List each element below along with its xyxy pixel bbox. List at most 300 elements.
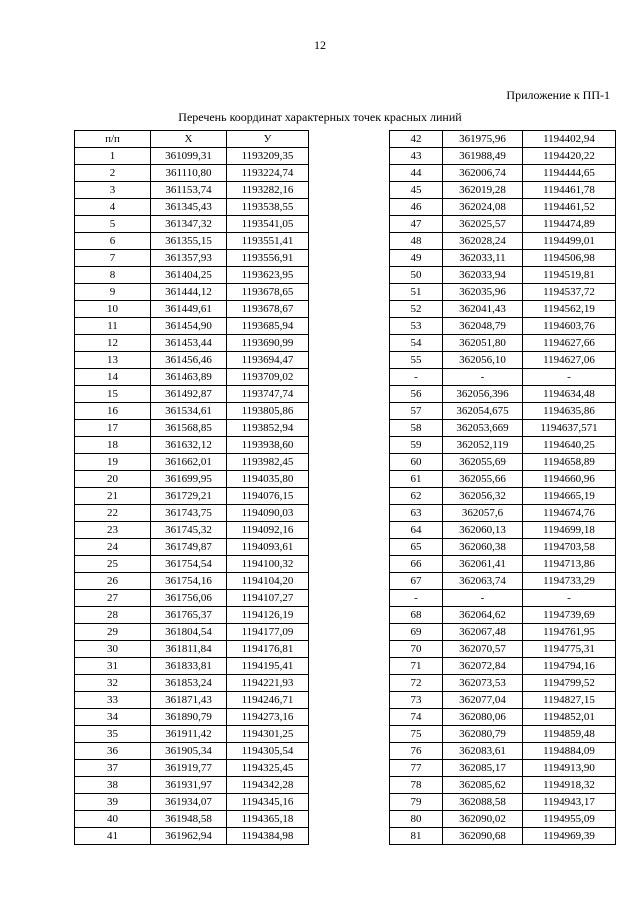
point-number-cell: 32 <box>75 675 151 692</box>
table-row <box>390 148 616 165</box>
x-coordinate-cell: 362072,84 <box>443 658 523 675</box>
x-coordinate-cell: 361948,58 <box>151 811 227 828</box>
point-number-cell: 66 <box>390 556 443 573</box>
table-row <box>390 743 616 760</box>
y-coordinate-cell: 1193678,65 <box>227 284 309 301</box>
table-row <box>75 437 309 454</box>
y-coordinate-cell: 1194794,16 <box>523 658 616 675</box>
table-row <box>390 318 616 335</box>
x-coordinate-cell: 361975,96 <box>443 131 523 148</box>
point-number-cell: 7 <box>75 250 151 267</box>
y-coordinate-cell: 1194665,19 <box>523 488 616 505</box>
x-coordinate-cell: 362085,62 <box>443 777 523 794</box>
x-coordinate-cell: 362083,61 <box>443 743 523 760</box>
point-number-cell: 51 <box>390 284 443 301</box>
point-number-cell: 31 <box>75 658 151 675</box>
x-coordinate-cell: 362054,675 <box>443 403 523 420</box>
y-coordinate-cell: 1193282,16 <box>227 182 309 199</box>
point-number-cell: 11 <box>75 318 151 335</box>
point-number-cell: 22 <box>75 505 151 522</box>
table-row <box>75 573 309 590</box>
table-row <box>390 182 616 199</box>
table-row <box>390 454 616 471</box>
x-coordinate-cell: 361853,24 <box>151 675 227 692</box>
table-row <box>390 301 616 318</box>
table-row <box>390 590 616 607</box>
point-number-cell: 36 <box>75 743 151 760</box>
point-number-cell: 13 <box>75 352 151 369</box>
x-coordinate-cell: 361699,95 <box>151 471 227 488</box>
point-number-cell: 4 <box>75 199 151 216</box>
table-row <box>390 267 616 284</box>
y-coordinate-cell: 1194739,69 <box>523 607 616 624</box>
x-coordinate-cell: 361463,89 <box>151 369 227 386</box>
x-coordinate-cell: 361754,54 <box>151 556 227 573</box>
point-number-cell: 37 <box>75 760 151 777</box>
y-coordinate-cell: 1194444,65 <box>523 165 616 182</box>
y-coordinate-cell: 1193709,02 <box>227 369 309 386</box>
y-coordinate-cell: 1194640,25 <box>523 437 616 454</box>
table-header-row <box>75 131 309 148</box>
table-row <box>75 675 309 692</box>
table-row <box>390 794 616 811</box>
point-number-cell: 52 <box>390 301 443 318</box>
x-coordinate-cell: 361919,77 <box>151 760 227 777</box>
table-row <box>75 539 309 556</box>
table-row <box>390 828 616 845</box>
x-coordinate-cell: - <box>443 590 523 607</box>
y-coordinate-cell: 1194637,571 <box>523 420 616 437</box>
table-row <box>390 250 616 267</box>
point-number-cell: 16 <box>75 403 151 420</box>
table-row <box>75 454 309 471</box>
x-coordinate-cell: 362080,79 <box>443 726 523 743</box>
x-coordinate-cell: 361890,79 <box>151 709 227 726</box>
x-coordinate-cell: 361110,80 <box>151 165 227 182</box>
table-row <box>390 760 616 777</box>
x-coordinate-cell: 361404,25 <box>151 267 227 284</box>
point-number-cell: 55 <box>390 352 443 369</box>
table-row <box>75 522 309 539</box>
point-number-cell: 72 <box>390 675 443 692</box>
y-coordinate-cell: 1193805,86 <box>227 403 309 420</box>
point-number-cell: 68 <box>390 607 443 624</box>
table-row <box>390 335 616 352</box>
table-row <box>390 539 616 556</box>
y-coordinate-cell: 1194107,27 <box>227 590 309 607</box>
point-number-cell: 71 <box>390 658 443 675</box>
y-coordinate-cell: 1194076,15 <box>227 488 309 505</box>
y-coordinate-cell: 1194658,89 <box>523 454 616 471</box>
x-coordinate-cell: 362088,58 <box>443 794 523 811</box>
x-coordinate-cell: 362035,96 <box>443 284 523 301</box>
y-coordinate-cell: 1194342,28 <box>227 777 309 794</box>
y-coordinate-cell: 1193694,47 <box>227 352 309 369</box>
x-coordinate-cell: 361449,61 <box>151 301 227 318</box>
x-coordinate-cell: 362056,32 <box>443 488 523 505</box>
point-number-cell: 80 <box>390 811 443 828</box>
point-number-cell: 39 <box>75 794 151 811</box>
table-row <box>390 216 616 233</box>
x-coordinate-cell: 361749,87 <box>151 539 227 556</box>
table-row <box>390 624 616 641</box>
x-coordinate-cell: 361765,37 <box>151 607 227 624</box>
y-coordinate-cell: 1194090,03 <box>227 505 309 522</box>
table-row <box>75 284 309 301</box>
y-coordinate-cell: 1194325,45 <box>227 760 309 777</box>
point-number-cell: 75 <box>390 726 443 743</box>
y-coordinate-cell: 1193224,74 <box>227 165 309 182</box>
y-coordinate-cell: 1194699,18 <box>523 522 616 539</box>
header-index: п/п <box>75 131 151 148</box>
table-row <box>75 624 309 641</box>
table-row <box>390 199 616 216</box>
table-row <box>75 471 309 488</box>
point-number-cell: 63 <box>390 505 443 522</box>
x-coordinate-cell: 361804,54 <box>151 624 227 641</box>
point-number-cell: 77 <box>390 760 443 777</box>
y-coordinate-cell: 1194537,72 <box>523 284 616 301</box>
table-row <box>390 165 616 182</box>
y-coordinate-cell: 1194126,19 <box>227 607 309 624</box>
table-body-left <box>75 148 309 845</box>
point-number-cell: 61 <box>390 471 443 488</box>
table-row <box>390 607 616 624</box>
table-row <box>390 675 616 692</box>
table-row <box>75 709 309 726</box>
point-number-cell: 19 <box>75 454 151 471</box>
x-coordinate-cell: 362080,06 <box>443 709 523 726</box>
point-number-cell: 58 <box>390 420 443 437</box>
y-coordinate-cell: 1194474,89 <box>523 216 616 233</box>
table-row <box>75 556 309 573</box>
y-coordinate-cell: 1194627,06 <box>523 352 616 369</box>
point-number-cell: 30 <box>75 641 151 658</box>
y-coordinate-cell: 1193623,95 <box>227 267 309 284</box>
table-row <box>390 505 616 522</box>
y-coordinate-cell: 1194195,41 <box>227 658 309 675</box>
y-coordinate-cell: 1194176,81 <box>227 641 309 658</box>
table-row <box>75 403 309 420</box>
coordinates-table-right <box>389 130 616 845</box>
point-number-cell: 65 <box>390 539 443 556</box>
table-row <box>75 811 309 828</box>
x-coordinate-cell: 361099,31 <box>151 148 227 165</box>
y-coordinate-cell: 1194852,01 <box>523 709 616 726</box>
y-coordinate-cell: 1194384,98 <box>227 828 309 845</box>
y-coordinate-cell: 1193938,60 <box>227 437 309 454</box>
y-coordinate-cell: 1194674,76 <box>523 505 616 522</box>
x-coordinate-cell: 361357,93 <box>151 250 227 267</box>
y-coordinate-cell: 1194301,25 <box>227 726 309 743</box>
y-coordinate-cell: 1193541,05 <box>227 216 309 233</box>
y-coordinate-cell: 1194733,29 <box>523 573 616 590</box>
table-row <box>75 590 309 607</box>
x-coordinate-cell: 361988,49 <box>443 148 523 165</box>
page-number: 12 <box>314 38 326 52</box>
y-coordinate-cell: 1193551,41 <box>227 233 309 250</box>
point-number-cell: 27 <box>75 590 151 607</box>
table-row <box>75 420 309 437</box>
x-coordinate-cell: 362085,17 <box>443 760 523 777</box>
x-coordinate-cell: 361756,06 <box>151 590 227 607</box>
point-number-cell: 23 <box>75 522 151 539</box>
y-coordinate-cell: 1194913,90 <box>523 760 616 777</box>
point-number-cell: 73 <box>390 692 443 709</box>
y-coordinate-cell: - <box>523 590 616 607</box>
point-number-cell: 26 <box>75 573 151 590</box>
point-number-cell: 5 <box>75 216 151 233</box>
table-row <box>390 369 616 386</box>
x-coordinate-cell: 361743,75 <box>151 505 227 522</box>
y-coordinate-cell: 1194799,52 <box>523 675 616 692</box>
table-row <box>75 250 309 267</box>
y-coordinate-cell: 1193678,67 <box>227 301 309 318</box>
point-number-cell: 53 <box>390 318 443 335</box>
point-number-cell: 42 <box>390 131 443 148</box>
point-number-cell: 20 <box>75 471 151 488</box>
point-number-cell: 9 <box>75 284 151 301</box>
point-number-cell: 49 <box>390 250 443 267</box>
x-coordinate-cell: 361934,07 <box>151 794 227 811</box>
y-coordinate-cell: 1194305,54 <box>227 743 309 760</box>
x-coordinate-cell: 361456,46 <box>151 352 227 369</box>
point-number-cell: 1 <box>75 148 151 165</box>
table-row <box>75 743 309 760</box>
x-coordinate-cell: 362067,48 <box>443 624 523 641</box>
x-coordinate-cell: 361754,16 <box>151 573 227 590</box>
y-coordinate-cell: 1194365,18 <box>227 811 309 828</box>
table-row <box>75 488 309 505</box>
y-coordinate-cell: 1194100,32 <box>227 556 309 573</box>
y-coordinate-cell: 1194713,86 <box>523 556 616 573</box>
point-number-cell: 56 <box>390 386 443 403</box>
point-number-cell: 54 <box>390 335 443 352</box>
x-coordinate-cell: 361811,84 <box>151 641 227 658</box>
point-number-cell: 76 <box>390 743 443 760</box>
table-row <box>75 794 309 811</box>
x-coordinate-cell: 362090,68 <box>443 828 523 845</box>
x-coordinate-cell: 362024,08 <box>443 199 523 216</box>
x-coordinate-cell: - <box>443 369 523 386</box>
x-coordinate-cell: 361355,15 <box>151 233 227 250</box>
table-row <box>75 692 309 709</box>
table-row <box>390 420 616 437</box>
x-coordinate-cell: 362019,28 <box>443 182 523 199</box>
x-coordinate-cell: 362063,74 <box>443 573 523 590</box>
y-coordinate-cell: 1194943,17 <box>523 794 616 811</box>
table-row <box>75 760 309 777</box>
y-coordinate-cell: 1194035,80 <box>227 471 309 488</box>
y-coordinate-cell: 1194273,16 <box>227 709 309 726</box>
point-number-cell: 8 <box>75 267 151 284</box>
point-number-cell: 74 <box>390 709 443 726</box>
y-coordinate-cell: 1194345,16 <box>227 794 309 811</box>
y-coordinate-cell: - <box>523 369 616 386</box>
y-coordinate-cell: 1193852,94 <box>227 420 309 437</box>
table-row <box>75 726 309 743</box>
point-number-cell: 81 <box>390 828 443 845</box>
table-row <box>75 386 309 403</box>
table-row <box>390 658 616 675</box>
point-number-cell: 41 <box>75 828 151 845</box>
point-number-cell: 70 <box>390 641 443 658</box>
y-coordinate-cell: 1193556,91 <box>227 250 309 267</box>
table-row <box>75 318 309 335</box>
x-coordinate-cell: 362056,396 <box>443 386 523 403</box>
table-row <box>75 233 309 250</box>
y-coordinate-cell: 1193982,45 <box>227 454 309 471</box>
y-coordinate-cell: 1193209,35 <box>227 148 309 165</box>
table-row <box>390 131 616 148</box>
point-number-cell: 14 <box>75 369 151 386</box>
x-coordinate-cell: 361153,74 <box>151 182 227 199</box>
y-coordinate-cell: 1194761,95 <box>523 624 616 641</box>
x-coordinate-cell: 362070,57 <box>443 641 523 658</box>
y-coordinate-cell: 1194859,48 <box>523 726 616 743</box>
point-number-cell: 21 <box>75 488 151 505</box>
y-coordinate-cell: 1194246,71 <box>227 692 309 709</box>
x-coordinate-cell: 362060,13 <box>443 522 523 539</box>
y-coordinate-cell: 1194177,09 <box>227 624 309 641</box>
point-number-cell: 38 <box>75 777 151 794</box>
point-number-cell: 50 <box>390 267 443 284</box>
x-coordinate-cell: 362064,62 <box>443 607 523 624</box>
point-number-cell: 59 <box>390 437 443 454</box>
table-row <box>390 777 616 794</box>
table-row <box>75 216 309 233</box>
y-coordinate-cell: 1194775,31 <box>523 641 616 658</box>
point-number-cell: 47 <box>390 216 443 233</box>
table-row <box>75 148 309 165</box>
table-row <box>75 505 309 522</box>
table-row <box>390 233 616 250</box>
point-number-cell: 10 <box>75 301 151 318</box>
table-row <box>75 828 309 845</box>
y-coordinate-cell: 1194635,86 <box>523 403 616 420</box>
table-row <box>390 284 616 301</box>
x-coordinate-cell: 361745,32 <box>151 522 227 539</box>
table-row <box>390 437 616 454</box>
table-row <box>390 692 616 709</box>
point-number-cell: 18 <box>75 437 151 454</box>
y-coordinate-cell: 1193538,55 <box>227 199 309 216</box>
table-row <box>390 811 616 828</box>
y-coordinate-cell: 1194499,01 <box>523 233 616 250</box>
document-title: Перечень координат характерных точек красных линий <box>178 110 462 124</box>
y-coordinate-cell: 1194627,66 <box>523 335 616 352</box>
point-number-cell: 2 <box>75 165 151 182</box>
x-coordinate-cell: 362006,74 <box>443 165 523 182</box>
x-coordinate-cell: 361454,90 <box>151 318 227 335</box>
table-row <box>75 607 309 624</box>
point-number-cell: 3 <box>75 182 151 199</box>
y-coordinate-cell: 1193747,74 <box>227 386 309 403</box>
x-coordinate-cell: 362028,24 <box>443 233 523 250</box>
y-coordinate-cell: 1194884,09 <box>523 743 616 760</box>
x-coordinate-cell: 362073,53 <box>443 675 523 692</box>
y-coordinate-cell: 1194660,96 <box>523 471 616 488</box>
x-coordinate-cell: 362055,66 <box>443 471 523 488</box>
point-number-cell: 6 <box>75 233 151 250</box>
table-row <box>390 403 616 420</box>
y-coordinate-cell: 1194519,81 <box>523 267 616 284</box>
x-coordinate-cell: 362033,11 <box>443 250 523 267</box>
point-number-cell: 69 <box>390 624 443 641</box>
x-coordinate-cell: 362052,119 <box>443 437 523 454</box>
y-coordinate-cell: 1194955,09 <box>523 811 616 828</box>
x-coordinate-cell: 362077,04 <box>443 692 523 709</box>
table-row <box>75 182 309 199</box>
table-row <box>390 556 616 573</box>
point-number-cell: 17 <box>75 420 151 437</box>
y-coordinate-cell: 1194603,76 <box>523 318 616 335</box>
x-coordinate-cell: 361347,32 <box>151 216 227 233</box>
y-coordinate-cell: 1194420,22 <box>523 148 616 165</box>
appendix-label: Приложение к ПП-1 <box>506 88 610 102</box>
point-number-cell: 43 <box>390 148 443 165</box>
y-coordinate-cell: 1194104,20 <box>227 573 309 590</box>
x-coordinate-cell: 362025,57 <box>443 216 523 233</box>
y-coordinate-cell: 1194562,19 <box>523 301 616 318</box>
point-number-cell: 24 <box>75 539 151 556</box>
x-coordinate-cell: 361729,21 <box>151 488 227 505</box>
x-coordinate-cell: 361962,94 <box>151 828 227 845</box>
point-number-cell: - <box>390 369 443 386</box>
point-number-cell: 44 <box>390 165 443 182</box>
table-row <box>390 522 616 539</box>
point-number-cell: 60 <box>390 454 443 471</box>
point-number-cell: 15 <box>75 386 151 403</box>
header-x: X <box>151 131 227 148</box>
x-coordinate-cell: 361905,34 <box>151 743 227 760</box>
table-row <box>75 658 309 675</box>
point-number-cell: 57 <box>390 403 443 420</box>
table-row <box>75 199 309 216</box>
point-number-cell: 45 <box>390 182 443 199</box>
point-number-cell: 29 <box>75 624 151 641</box>
point-number-cell: 35 <box>75 726 151 743</box>
x-coordinate-cell: 361534,61 <box>151 403 227 420</box>
y-coordinate-cell: 1194827,15 <box>523 692 616 709</box>
x-coordinate-cell: 361345,43 <box>151 199 227 216</box>
table-row <box>75 641 309 658</box>
table-row <box>75 165 309 182</box>
table-row <box>390 352 616 369</box>
table-row <box>390 386 616 403</box>
x-coordinate-cell: 361911,42 <box>151 726 227 743</box>
table-row <box>75 301 309 318</box>
point-number-cell: 40 <box>75 811 151 828</box>
table-row <box>390 709 616 726</box>
x-coordinate-cell: 361444,12 <box>151 284 227 301</box>
x-coordinate-cell: 362057,6 <box>443 505 523 522</box>
y-coordinate-cell: 1194634,48 <box>523 386 616 403</box>
point-number-cell: 78 <box>390 777 443 794</box>
x-coordinate-cell: 362060,38 <box>443 539 523 556</box>
y-coordinate-cell: 1194918,32 <box>523 777 616 794</box>
table-row <box>390 471 616 488</box>
y-coordinate-cell: 1194402,94 <box>523 131 616 148</box>
x-coordinate-cell: 362056,10 <box>443 352 523 369</box>
table-row <box>75 267 309 284</box>
y-coordinate-cell: 1194221,93 <box>227 675 309 692</box>
point-number-cell: 67 <box>390 573 443 590</box>
point-number-cell: 33 <box>75 692 151 709</box>
x-coordinate-cell: 361632,12 <box>151 437 227 454</box>
y-coordinate-cell: 1193685,94 <box>227 318 309 335</box>
x-coordinate-cell: 361662,01 <box>151 454 227 471</box>
